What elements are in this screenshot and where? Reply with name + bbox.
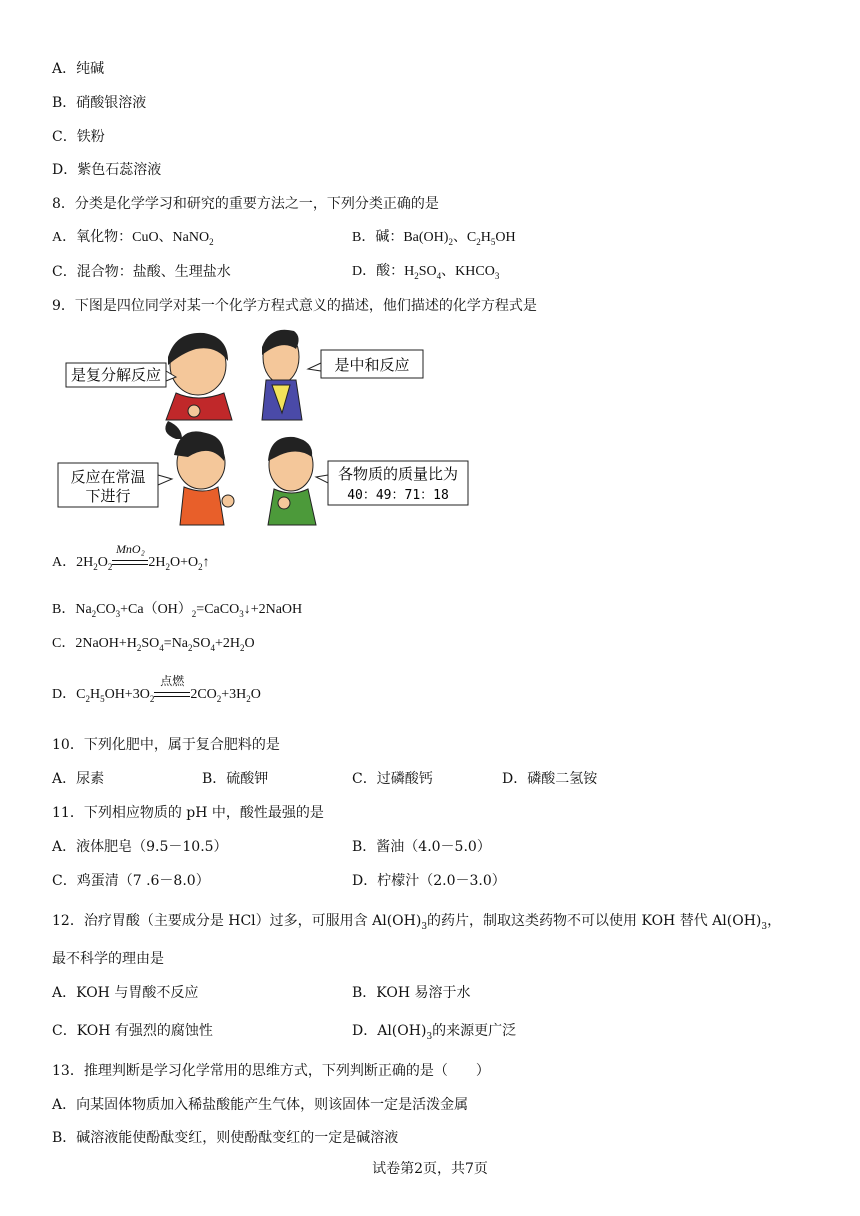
q13-option-a: A．向某固体物质加入稀盐酸能产生气体，则该固体一定是活泼金属 bbox=[52, 1097, 469, 1113]
q12-stem-line2: 最不科学的理由是 bbox=[52, 951, 164, 967]
q9-option-d: D．$C_2H_5OH+3O_2$ 点燃 $2CO_2+3H_2O$ bbox=[52, 685, 261, 709]
q11-stem: 11．下列相应物质的 pH 中，酸性最强的是 bbox=[52, 805, 324, 821]
q13-option-b: B．碱溶液能使酚酞变红，则使酚酞变红的一定是碱溶液 bbox=[52, 1130, 399, 1146]
q12-option-a: A．KOH 与胃酸不反应 bbox=[52, 985, 199, 1001]
q12-option-b: B．KOH 易溶于水 bbox=[352, 985, 471, 1001]
q12-option-c: C．KOH 有强烈的腐蚀性 bbox=[52, 1023, 213, 1039]
student-4-figure bbox=[268, 437, 316, 525]
bubble-2 bbox=[308, 350, 423, 378]
q9-option-a: A．$2H_2O_2$ MnO₂ $2H_2O+O_2↑$ bbox=[52, 553, 210, 577]
q12-option-d: D．$Al(OH)_3$的来源更广泛 bbox=[352, 1023, 517, 1042]
q9-stem: 9．下图是四位同学对某一个化学方程式意义的描述，他们描述的化学方程式是 bbox=[52, 298, 537, 314]
bubble-2-text: 是中和反应 bbox=[334, 356, 410, 374]
bubble-3-text-1: 反应在常温 bbox=[70, 468, 146, 486]
page-footer: 试卷第2页，共7页 bbox=[372, 1161, 488, 1177]
q10-stem: 10．下列化肥中，属于复合肥料的是 bbox=[52, 737, 280, 753]
bubble-4-text-2: 40：49：71：18 bbox=[347, 488, 449, 503]
q13-stem: 13．推理判断是学习化学常用的思维方式，下列判断正确的是（ ） bbox=[52, 1063, 490, 1079]
q9-option-b: B．$Na_2CO_3+Ca(OH)_2=CaCO_3↓+2NaOH$ bbox=[52, 602, 303, 619]
bubble-3 bbox=[58, 463, 172, 507]
q8-option-c: C．混合物：盐酸、生理盐水 bbox=[52, 264, 231, 280]
q7-option-b: B．硝酸银溶液 bbox=[52, 95, 147, 111]
q10-option-a: A．尿素 bbox=[52, 771, 105, 787]
q7-option-d: D．紫色石蕊溶液 bbox=[52, 162, 162, 178]
bubble-1 bbox=[66, 363, 176, 387]
q10-option-d: D．磷酸二氢铵 bbox=[502, 771, 598, 787]
q9-d-condition: 点燃 bbox=[160, 674, 185, 688]
q11-option-a: A．液体肥皂（9.5－10.5） bbox=[52, 839, 228, 855]
student-3-figure bbox=[165, 421, 234, 525]
bubble-4-text-1: 各物质的质量比为 bbox=[337, 465, 459, 483]
q10-option-c: C．过磷酸钙 bbox=[352, 771, 433, 787]
bubble-4 bbox=[316, 461, 468, 505]
q11-option-c: C．鸡蛋清（7 .6－8.0） bbox=[52, 873, 210, 889]
bubble-3-text-2: 下进行 bbox=[85, 487, 131, 505]
q11-option-d: D．柠檬汁（2.0－3.0） bbox=[352, 873, 506, 889]
q8-stem: 8．分类是化学学习和研究的重要方法之一，下列分类正确的是 bbox=[52, 196, 439, 212]
q9-illustration bbox=[56, 325, 476, 530]
q8-option-b: B．碱：$Ba(OH)_2$、$C_2H_5OH$ bbox=[352, 230, 516, 247]
q11-option-b: B．酱油（4.0－5.0） bbox=[352, 839, 491, 855]
q7-option-a: A．纯碱 bbox=[52, 61, 105, 77]
student-2-figure bbox=[262, 330, 302, 420]
q9-option-c: C．$2NaOH+H_2SO_4=Na_2SO_4+2H_2O$ bbox=[52, 636, 255, 653]
q9-a-condition: MnO₂ bbox=[115, 542, 145, 556]
q8-option-a: A．氧化物：CuO、NaNO$_2$ bbox=[52, 230, 214, 247]
q8-option-d: D．酸：$H_2SO_4$、$KHCO_3$ bbox=[352, 264, 500, 281]
q7-option-c: C．铁粉 bbox=[52, 129, 105, 145]
q10-option-b: B．硫酸钾 bbox=[202, 771, 269, 787]
q12-stem: 12．治疗胃酸（主要成分是 HCl）过多，可服用含 $Al(OH)_3$的药片，制取这类药物不可以使用 KOH 替代 $Al(OH)_3$， bbox=[52, 913, 782, 932]
bubble-1-text: 是复分解反应 bbox=[70, 366, 162, 384]
